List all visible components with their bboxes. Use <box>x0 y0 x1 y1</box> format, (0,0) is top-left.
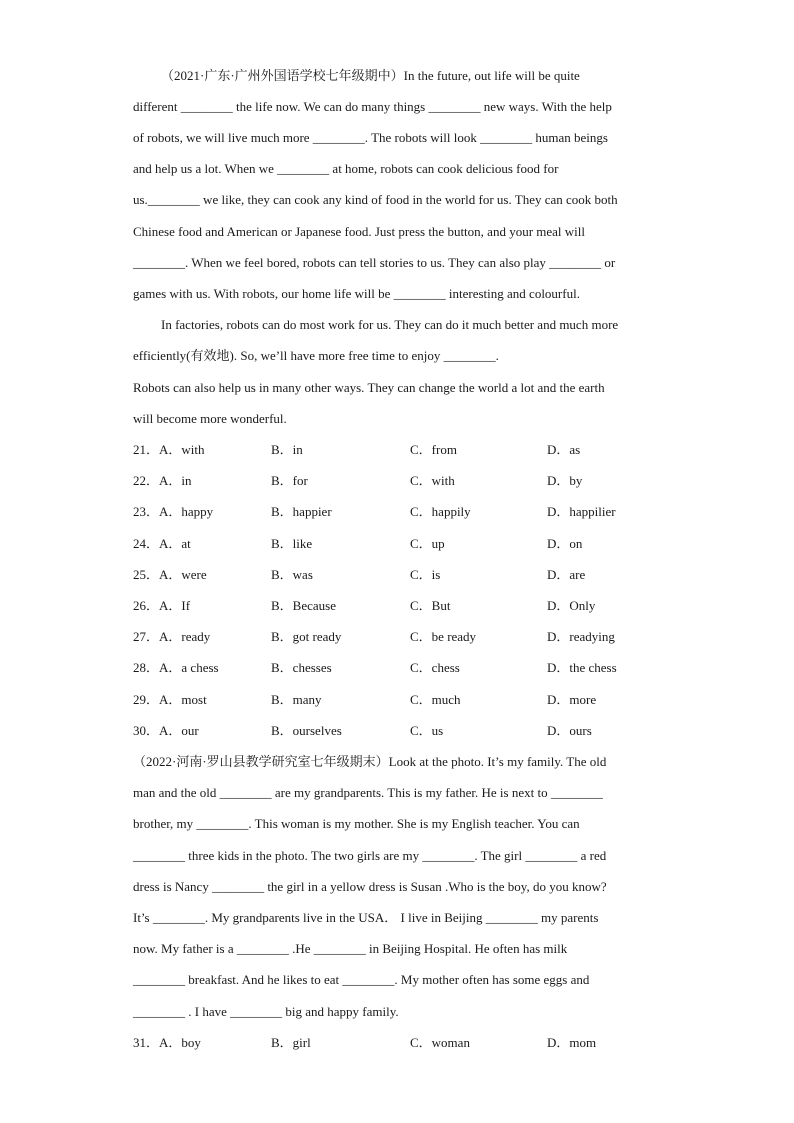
passage-line: ________ breakfast. And he likes to eat ________. My mother often has some eggs and <box>133 972 590 987</box>
option-a: 31．A．boy <box>133 1035 201 1050</box>
option-d: D．Only <box>547 598 596 613</box>
option-b: B．ourselves <box>271 723 342 738</box>
question-row <box>133 621 663 652</box>
option-c: C．with <box>410 473 455 488</box>
option-a: 30．A．our <box>133 723 199 738</box>
option-d: D．on <box>547 536 583 551</box>
option-c: C．up <box>410 536 445 551</box>
question-row <box>133 1027 663 1058</box>
option-a: 21．A．with <box>133 442 205 457</box>
option-c: C．chess <box>410 660 460 675</box>
passage-line: ________ . I have ________ big and happy family. <box>133 1004 399 1019</box>
question-row <box>133 465 663 496</box>
passage-line: man and the old ________ are my grandparents. This is my father. He is next to ________ <box>133 785 603 800</box>
passage-line: （2021·广东·广州外国语学校七年级期中）In the future, out life will be quite <box>161 68 580 83</box>
option-c: C．be ready <box>410 629 477 644</box>
passage-line: us.________ we like, they can cook any kind of food in the world for us. They can cook both <box>133 192 618 207</box>
option-d: D．the chess <box>547 660 617 675</box>
passage-line: In factories, robots can do most work for us. They can do it much better and much more <box>161 317 619 332</box>
passage-line: dress is Nancy ________ the girl in a yellow dress is Susan .Who is the boy, do you know? <box>133 879 607 894</box>
option-a: 22．A．in <box>133 473 192 488</box>
passage-line: now. My father is a ________ .He ________ in Beijing Hospital. He often has milk <box>133 941 568 956</box>
passage-line: will become more wonderful. <box>133 411 287 426</box>
option-c: C．woman <box>410 1035 470 1050</box>
option-d: D．happilier <box>547 504 616 519</box>
option-c: C．happily <box>410 504 471 519</box>
option-b: B．got ready <box>271 629 342 644</box>
option-a: 28．A．a chess <box>133 660 219 675</box>
question-row <box>133 528 663 559</box>
passage-line: It’s ________. My grandparents live in the USA． I live in Beijing ________ my parents <box>133 910 599 925</box>
question-row <box>133 559 663 590</box>
option-c: C．But <box>410 598 451 613</box>
option-d: D．readying <box>547 629 615 644</box>
option-b: B．for <box>271 473 308 488</box>
option-b: B．was <box>271 567 313 582</box>
option-b: B．Because <box>271 598 336 613</box>
option-a: 27．A．ready <box>133 629 211 644</box>
option-b: B．girl <box>271 1035 311 1050</box>
option-a: 26．A．If <box>133 598 191 613</box>
option-c: C．much <box>410 692 461 707</box>
passage-line: Robots can also help us in many other ways. They can change the world a lot and the earth <box>133 380 605 395</box>
passage-line: （2022·河南·罗山县教学研究室七年级期末）Look at the photo. It’s my family. The old <box>133 754 607 769</box>
passage-line: efficiently(有效地). So, we’ll have more free time to enjoy ________. <box>133 348 499 363</box>
passage-line: brother, my ________. This woman is my mother. She is my English teacher. You can <box>133 816 580 831</box>
option-a: 24．A．at <box>133 536 191 551</box>
question-row <box>133 434 663 465</box>
question-row <box>133 715 663 746</box>
option-a: 23．A．happy <box>133 504 214 519</box>
option-d: D．more <box>547 692 597 707</box>
option-d: D．by <box>547 473 583 488</box>
question-row <box>133 496 663 527</box>
option-b: B．chesses <box>271 660 332 675</box>
option-d: D．as <box>547 442 581 457</box>
option-a: 29．A．most <box>133 692 207 707</box>
option-c: C．is <box>410 567 441 582</box>
passage-line: ________ three kids in the photo. The two girls are my ________. The girl ________ a red <box>133 848 607 863</box>
option-d: D．ours <box>547 723 592 738</box>
question-row <box>133 652 663 683</box>
option-b: B．many <box>271 692 322 707</box>
option-d: D．mom <box>547 1035 597 1050</box>
option-b: B．like <box>271 536 313 551</box>
passage-line: different ________ the life now. We can do many things ________ new ways. With the help <box>133 99 612 114</box>
passage-line: and help us a lot. When we ________ at home, robots can cook delicious food for <box>133 161 559 176</box>
passage-line: games with us. With robots, our home life will be ________ interesting and colourful. <box>133 286 580 301</box>
option-a: 25．A．were <box>133 567 207 582</box>
option-c: C．from <box>410 442 457 457</box>
option-d: D．are <box>547 567 586 582</box>
question-row <box>133 590 663 621</box>
option-c: C．us <box>410 723 444 738</box>
passage-line: of robots, we will live much more ________. The robots will look ________ human beings <box>133 130 608 145</box>
question-row <box>133 684 663 715</box>
passage-line: Chinese food and American or Japanese food. Just press the button, and your meal will <box>133 224 586 239</box>
option-b: B．in <box>271 442 303 457</box>
passage-line: ________. When we feel bored, robots can tell stories to us. They can also play ________ or <box>133 255 616 270</box>
option-b: B．happier <box>271 504 332 519</box>
